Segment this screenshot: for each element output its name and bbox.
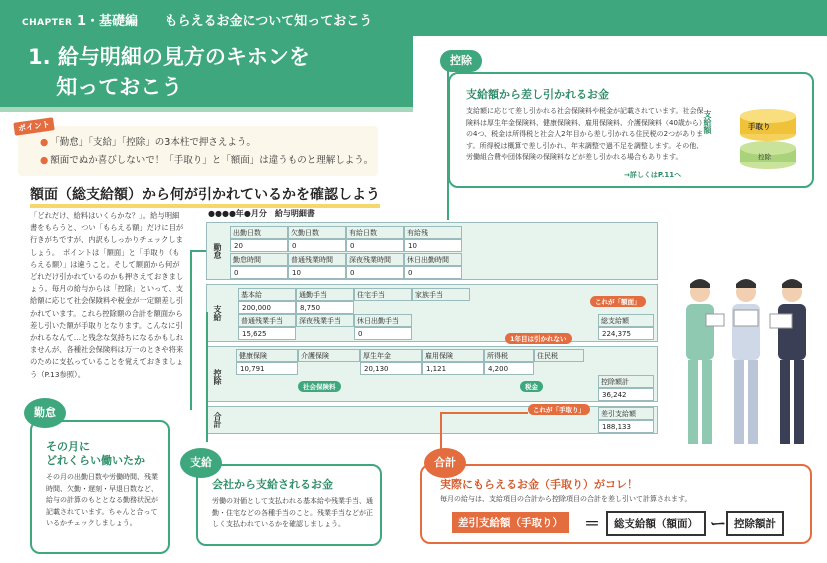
formula-deduction: 控除額計 xyxy=(726,511,784,536)
kintai-card-body: その月の出勤日数や労働時間、残業時間、欠勤・遅刻・早退日数など、給与の計算のもととなる勤務状況が記載されています。ちゃんと合っているかチェックしましょう。 xyxy=(46,473,158,527)
connector-kintai-h xyxy=(190,250,206,252)
point-line-2: ● 額面でぬか喜びしないで！「手取り」と「額面」は違うものと理解しよう。 xyxy=(40,155,374,166)
kintai-h4: 有給残 xyxy=(404,226,462,239)
connector-shikyu xyxy=(206,312,208,442)
gokei-header: 差引支給額 xyxy=(598,407,654,420)
body-text: 「どれだけ、給料はいくらかな？」。給与明細書をもらうと、つい「もらえる額」だけに目が行きがちですが、内訳もしっかりチェックしましょう。 ポイントは「額面」と「手取り（もらえる額）」は違うこと。そして額面から何がどれだけ引かれているのかも押さえておきましょう。毎月の給与からは「控除」といって、支給額に応じて社会保険料や税金が一定額差し引かれています。これら控除額の合計を額面から差し引いた額が手取りとなります。こんなに引かれるなんて…と残念な気持ちになるかもしれませんが、各種社会保険料は万一のときや将来のために支払っていることを覚えておきましょう（P.13参照）。 xyxy=(30,211,184,379)
chapter-number: 1 xyxy=(76,14,86,29)
kojo-v4: 1,121 xyxy=(422,362,484,375)
connector-kintai-v xyxy=(190,250,192,410)
gokei-card-body: 毎月の給与は、支給項目の合計から控除項目の合計を差し引いて計算されます。 xyxy=(440,495,692,503)
kojo-card-body: 支給額に応じて差し引かれる社会保険料や税金が記載されています。社会保険料は厚生年金保険料、健康保険料、雇用保険料、介護保険料（40歳から）の4つ、税金は所得税と社会人2年目から差し引かれる住民税の2つがあります。所得税は概算で差し引かれ、年末調整で過不足を調整します。その他、労働組合費や団体保険の保険料などが差し引かれる場合もあります。 xyxy=(466,107,704,161)
coin-illustration xyxy=(703,100,804,174)
kintai-v3: 0 xyxy=(346,239,404,252)
gokei-card-label: 合計 xyxy=(424,448,466,478)
kintai-h1: 出勤日数 xyxy=(230,226,288,239)
formula-result: 差引支給額（手取り） xyxy=(452,512,569,533)
shikyu-h2: 通勤手当 xyxy=(296,288,354,301)
kojo-total-value: 36,242 xyxy=(598,388,654,401)
chapter-prefix: CHAPTER xyxy=(22,18,73,28)
shikyu-h8: 総支給額 xyxy=(598,314,654,327)
kojo-h1: 健康保険 xyxy=(236,349,298,362)
page-title: 1. 給与明細の見方のキホンを 知っておこう xyxy=(28,45,310,99)
connector-gokei-v xyxy=(440,412,442,452)
kojo-h6: 住民税 xyxy=(534,349,584,362)
kojo-h5: 所得税 xyxy=(484,349,534,362)
kojo-v1: 10,791 xyxy=(236,362,298,375)
chapter-topic: もらえるお金について知っておこう xyxy=(164,14,373,29)
shikyu-card-body: 労働の対価として支払われる基本給や残業手当、通勤・住宅などの各種手当のこと。残業手当などが正しく支払われているかを確認しましょう。 xyxy=(212,497,373,528)
title-box xyxy=(0,36,413,112)
payslip-title: ●●●●年●月分 給与明細書 xyxy=(208,209,315,218)
kintai-card-title: その月に どれくらい働いたか xyxy=(46,440,145,467)
shikyu-h4: 家族手当 xyxy=(412,288,470,301)
chapter-section: ・基礎編 xyxy=(86,14,139,29)
tag-gakumen: これが「額面」 xyxy=(590,296,646,307)
shikyu-h6: 深夜残業手当 xyxy=(296,314,354,327)
kojo-card-title: 支給額から差し引かれるお金 xyxy=(466,88,609,101)
formula-gross: 総支給額（額面） xyxy=(606,511,706,536)
kojo-v5: 4,200 xyxy=(484,362,534,375)
gokei-value: 188,133 xyxy=(598,420,654,433)
kintai-card xyxy=(30,420,170,554)
gokei-card-title: 実際にもらえるお金（手取り）がコレ！ xyxy=(440,478,638,491)
coin-tedori-label: 手取り xyxy=(748,122,771,131)
kojo-h2: 介護保険 xyxy=(298,349,360,362)
shikyu-v5: 15,625 xyxy=(238,327,296,340)
kintai-v1: 20 xyxy=(230,239,288,252)
kojo-total-header: 控除額計 xyxy=(598,375,654,388)
connector-gokei-h xyxy=(440,412,528,414)
shikyu-card-title: 会社から支給されるお金 xyxy=(212,478,333,491)
section-heading: 額面（総支給額）から何が引かれているかを確認しよう xyxy=(30,184,380,208)
shikyu-v1: 200,000 xyxy=(238,301,296,314)
tag-zeikin: 税金 xyxy=(520,381,543,392)
kojo-h3: 厚生年金 xyxy=(360,349,422,362)
kojo-card-link[interactable]: →詳しくはP.11へ xyxy=(624,171,682,179)
kojo-h4: 雇用保険 xyxy=(422,349,484,362)
kintai-v6: 10 xyxy=(288,266,346,279)
gokei-block xyxy=(206,406,658,434)
chapter-bar xyxy=(0,0,827,36)
formula-equals: ＝ xyxy=(584,514,601,533)
business-people-icon xyxy=(676,270,816,456)
shikyu-card xyxy=(196,464,382,546)
kintai-h8: 休日出勤時間 xyxy=(404,253,462,266)
kintai-v4: 10 xyxy=(404,239,462,252)
shikyu-v7: 0 xyxy=(354,327,412,340)
people-illustration xyxy=(676,270,816,456)
chapter-heading xyxy=(22,10,372,29)
coin-stack-icon xyxy=(718,100,804,174)
gokei-label: 合計 xyxy=(213,412,222,428)
gokei-card xyxy=(420,464,812,544)
shikyu-v8: 224,375 xyxy=(598,327,654,340)
kintai-v8: 0 xyxy=(404,266,462,279)
kojo-card xyxy=(448,72,814,188)
formula-minus: ー xyxy=(710,514,727,533)
shikyu-h3: 住宅手当 xyxy=(354,288,412,301)
kojo-card-label: 控除 xyxy=(440,50,482,72)
shikyu-label: 支給 xyxy=(213,305,222,321)
kintai-label: 勤怠 xyxy=(213,243,222,259)
coin-kojo-label: 控除 xyxy=(758,153,771,161)
point-line-1: ● 「勤怠」「支給」「控除」の3本柱で押さえよう。 xyxy=(40,137,256,148)
kintai-v5: 0 xyxy=(230,266,288,279)
bullet-icon: ● xyxy=(40,155,49,166)
coin-side-label: 支給額 xyxy=(703,110,712,134)
shikyu-h7: 休日出勤手当 xyxy=(354,314,412,327)
tag-shakai-hoken: 社会保険料 xyxy=(298,381,341,392)
tag-tedori: これが「手取り」 xyxy=(528,404,590,415)
kintai-h6: 普通残業時間 xyxy=(288,253,346,266)
shikyu-h1: 基本給 xyxy=(238,288,296,301)
shikyu-v2: 8,750 xyxy=(296,301,354,314)
kintai-v2: 0 xyxy=(288,239,346,252)
kintai-h3: 有給日数 xyxy=(346,226,404,239)
kintai-h7: 深夜残業時間 xyxy=(346,253,404,266)
kojo-label: 控除 xyxy=(213,369,222,385)
kintai-card-label: 勤怠 xyxy=(24,398,66,428)
bullet-icon: ● xyxy=(40,137,49,148)
kintai-h5: 勤怠時間 xyxy=(230,253,288,266)
shikyu-card-label: 支給 xyxy=(180,448,222,478)
shikyu-h5: 普通残業手当 xyxy=(238,314,296,327)
tag-ichinenme: 1年目は引かれない xyxy=(505,333,572,344)
kintai-v7: 0 xyxy=(346,266,404,279)
kojo-v3: 20,130 xyxy=(360,362,422,375)
point-badge: ポイント xyxy=(13,117,54,135)
kintai-h2: 欠勤日数 xyxy=(288,226,346,239)
